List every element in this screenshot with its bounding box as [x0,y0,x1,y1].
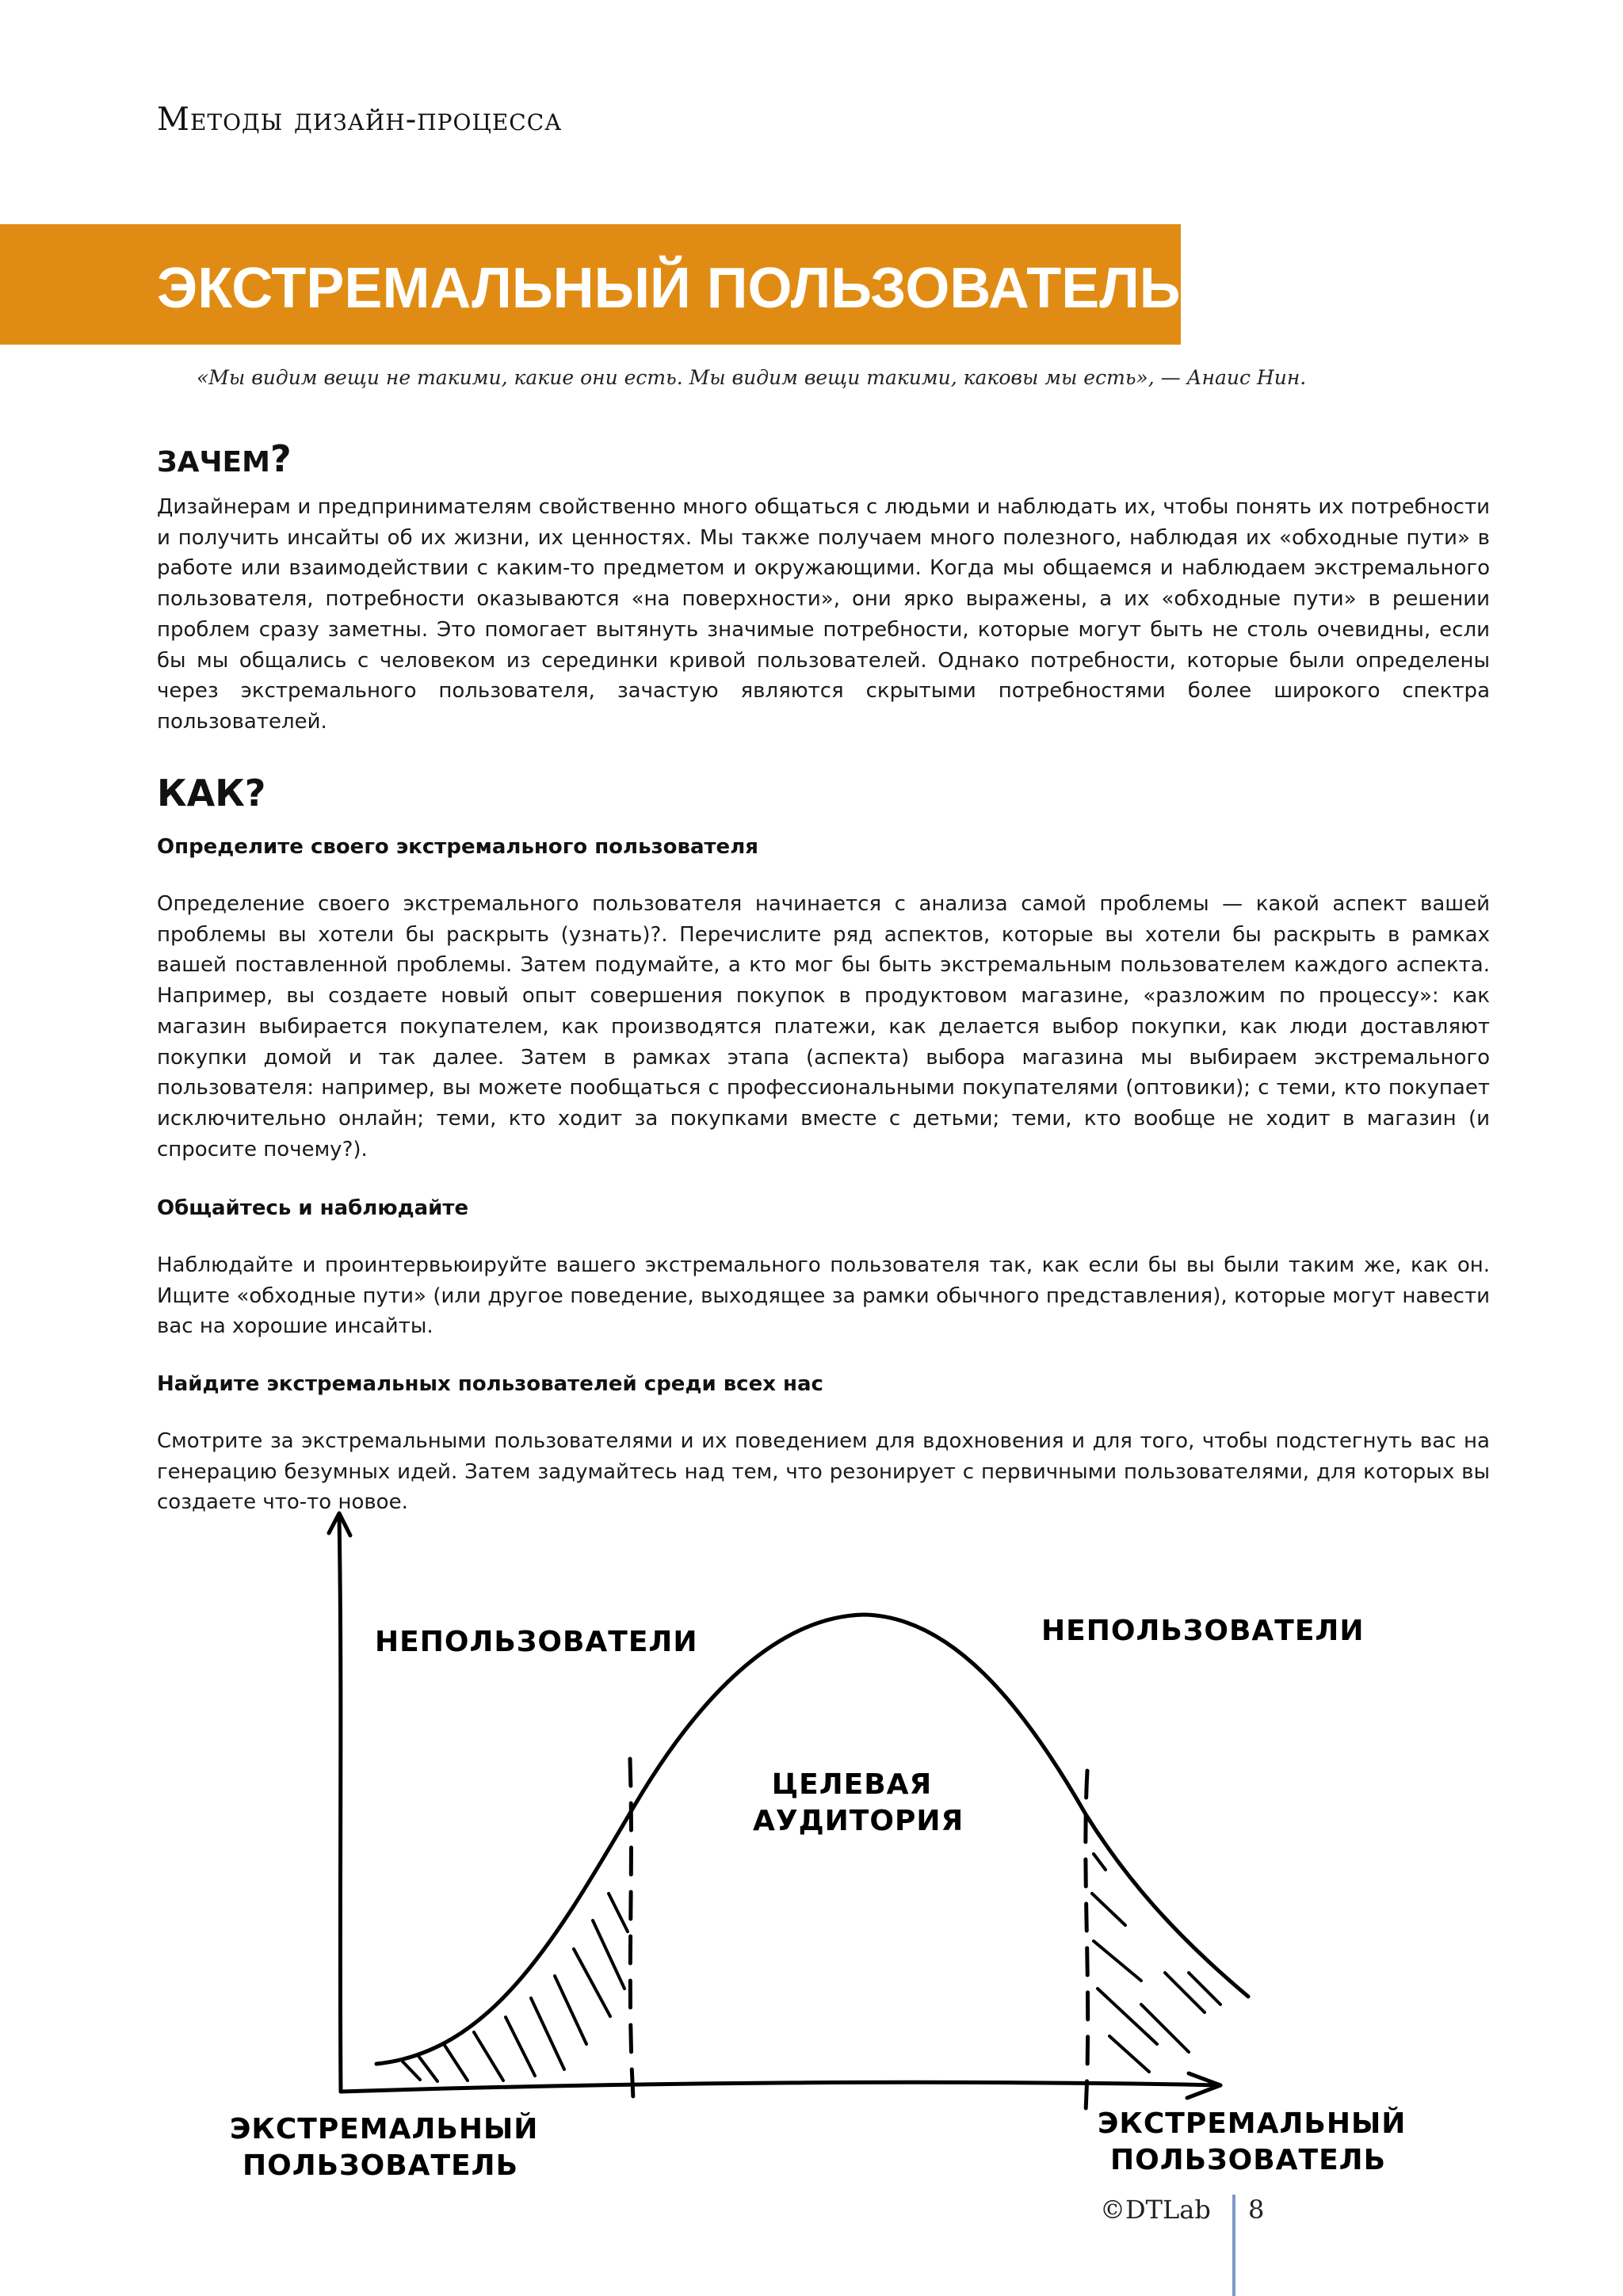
why-heading [157,437,292,480]
label-extreme-left-line2: ПОЛЬЗОВАТЕЛЬ [242,2149,519,2182]
y-axis-line [339,1517,341,2092]
right-tail-hatching [1092,1854,1220,2072]
why-heading-mark: ? [269,437,292,480]
page-number: 8 [1248,2195,1265,2225]
bell-curve-sketch [0,1497,1623,2210]
section-title-define: Определите своего экстремального пользователя [157,835,758,859]
label-extreme-right [1098,2106,1407,2179]
section-body-observe: Наблюдайте и проинтервьюируйте вашего экстремального пользователя так, как если бы вы были таким же, как он. Ищите «обходные пути» (или другое поведение, выходящее за рамки обычного представления), которые могут навести вас на хорошие инсайты. [157,1253,1490,1339]
label-extreme-right-line2: ПОЛЬЗОВАТЕЛЬ [1109,2144,1387,2176]
left-dashed-boundary [630,1759,634,2111]
epigraph-quote: «Мы видим вещи не такими, какие они есть. Мы видим вещи такими, каковы мы есть», — Анаис Нин. [197,366,1307,389]
label-target-audience [753,1767,964,1840]
running-title: Методы дизайн-процесса [157,101,563,138]
footer-divider [1232,2195,1235,2296]
footer-brand: ©DTLab [1100,2195,1211,2225]
label-extreme-left [230,2111,539,2184]
title-banner [0,224,1181,345]
section-body-define: Определение своего экстремального пользователя начинается с анализа самой проблемы — какой аспект вашей проблемы вы хотели бы раскрыть (узнать)?. Перечислите ряд аспектов, которые вы хотели бы раскрыть в рамках вашей поставленной проблемы. Затем подумайте, а кто мог бы быть экстремальным пользователем каждого аспекта. Например, вы создаете новый опыт совершения покупок в продуктовом магазине, «разложим по процессу»: как магазин выбирается покупателем, как производятся платежи, как делается выбор покупки, как люди доставляют покупки домой и так далее. Затем в рамках этапа (аспекта) выбора магазина мы выбираем экстремального пользователя: например, вы можете пообщаться с профессиональными покупателями (оптовики); с теми, кто покупает исключительно онлайн; теми, кто ходит за покупками вместе с детьми; теми, кто вообще не ходит в магазин (и спросите почему?). [157,892,1490,1161]
how-heading: КАК? [157,772,266,814]
extreme-user-diagram [0,1497,1623,2210]
section-body-find: Смотрите за экстремальными пользователями и их поведением для вдохновения и для того, чтобы подстегнуть вас на генерацию безумных идей. Затем задумайтесь над тем, что резонирует с первичными пользователями, для которых вы создаете что-то новое. [157,1429,1490,1515]
section-title-observe: Общайтесь и наблюдайте [157,1196,469,1220]
label-target-line2: АУДИТОРИЯ [753,1805,964,1837]
label-nonusers-left: НЕПОЛЬЗОВАТЕЛИ [375,1626,698,1658]
section-title-find: Найдите экстремальных пользователей среди всех нас [157,1372,823,1396]
why-heading-text: ЗАЧЕМ [157,446,270,479]
label-nonusers-right: НЕПОЛЬЗОВАТЕЛИ [1041,1615,1365,1647]
label-extreme-right-line1: ЭКСТРЕМАЛЬНЫЙ [1098,2107,1407,2140]
label-target-line1: ЦЕЛЕВАЯ [771,1768,933,1801]
why-paragraph: Дизайнерам и предпринимателям свойственно много общаться с людьми и наблюдать их, чтобы понять их потребности и получить инсайты об их жизни, их ценностях. Мы также получаем много полезного, наблюдая их «обходные пути» в работе или взаимодействии с каким-то предметом и окружающими. Когда мы общаемся и наблюдаем экстремального пользователя, потребности оказываются «на поверхности», они ярко выражены, а их «обходные пути» в решении проблем сразу заметны. Это помогает вытянуть значимые потребности, которые могут быть не столь очевидны, если бы мы общались с человеком из серединки кривой пользователей. Однако потребности, которые были определены через экстремального пользователя, зачастую являются скрытыми потребностями более широкого спектра пользователей. [157,495,1490,734]
label-extreme-left-line1: ЭКСТРЕМАЛЬНЫЙ [230,2113,539,2145]
page-title: ЭКСТРЕМАЛЬНЫЙ ПОЛЬЗОВАТЕЛЬ [157,257,1181,320]
right-dashed-boundary [1086,1771,1088,2111]
